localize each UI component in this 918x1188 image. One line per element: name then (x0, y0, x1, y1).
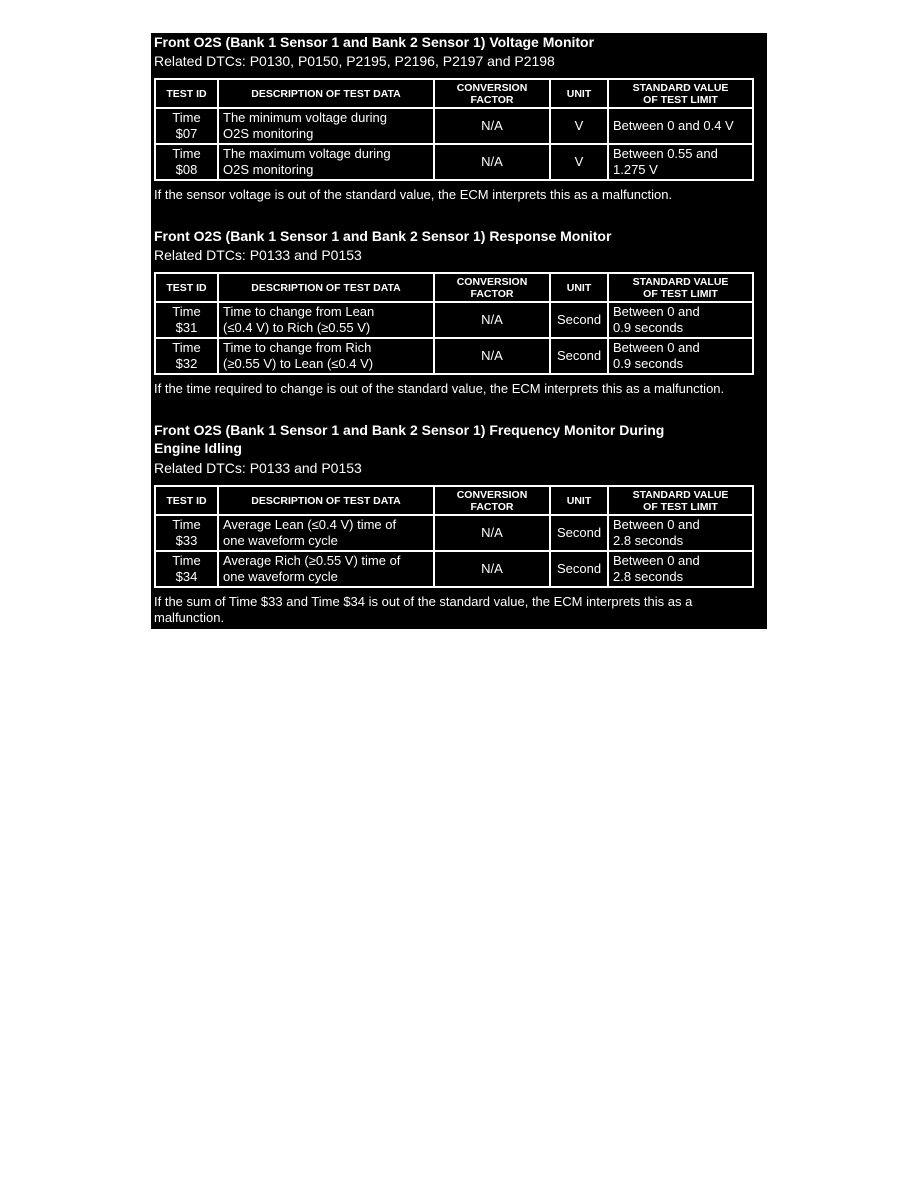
note-line: If the sum of Time $33 and Time $34 is out of the standard value, the ECM interprets this as a (154, 594, 693, 609)
header-line: STANDARD VALUE (632, 488, 729, 501)
table-note (154, 187, 754, 203)
test-table (154, 78, 754, 181)
note-line: If the time required to change is out of the standard value, the ECM interprets this as a malfunction. (154, 381, 725, 396)
test-id-line: Time (172, 553, 201, 568)
unit-cell: V (550, 144, 608, 180)
test-id-line: Time (172, 146, 201, 161)
header-conversion (434, 79, 550, 108)
test-table (154, 272, 754, 375)
table-header-row (155, 486, 753, 515)
description-line: Time to change from Lean (223, 304, 375, 319)
header-line: OF TEST LIMIT (643, 287, 718, 300)
table-note (154, 594, 754, 626)
conversion-cell: N/A (434, 551, 550, 587)
header-line: FACTOR (470, 500, 514, 513)
table-note (154, 381, 754, 397)
description-cell (218, 515, 434, 551)
header-line: STANDARD VALUE (632, 275, 729, 288)
related-dtcs: Related DTCs: P0133 and P0153 (154, 247, 362, 263)
description-line: (≥0.55 V) to Lean (≤0.4 V) (223, 356, 374, 371)
description-cell (218, 338, 434, 374)
header-unit: UNIT (550, 79, 608, 108)
test-id-line: Time (172, 340, 201, 355)
header-line: CONVERSION (456, 275, 528, 288)
standard-line: Between 0 and (613, 517, 700, 532)
note-line: malfunction. (154, 610, 225, 625)
test-id-cell (155, 338, 218, 374)
conversion-cell: N/A (434, 515, 550, 551)
description-cell (218, 108, 434, 144)
section-title-line: Front O2S (Bank 1 Sensor 1 and Bank 2 Sensor 1) Frequency Monitor During (154, 422, 665, 438)
standard-cell (608, 108, 753, 144)
test-id-cell (155, 515, 218, 551)
spec-panel (151, 33, 767, 629)
header-standard (608, 273, 753, 302)
unit-cell: V (550, 108, 608, 144)
description-line: one waveform cycle (223, 569, 338, 584)
header-test-id: TEST ID (155, 486, 218, 515)
test-id-line: $31 (175, 320, 198, 335)
description-line: (≤0.4 V) to Rich (≥0.55 V) (223, 320, 371, 335)
description-line: The minimum voltage during (223, 110, 388, 125)
conversion-cell: N/A (434, 302, 550, 338)
standard-line: 2.8 seconds (613, 569, 684, 584)
related-dtcs: Related DTCs: P0133 and P0153 (154, 460, 362, 476)
standard-cell (608, 515, 753, 551)
description-cell (218, 302, 434, 338)
description-line: Time to change from Rich (223, 340, 372, 355)
table-header-row (155, 79, 753, 108)
description-cell (218, 144, 434, 180)
header-standard (608, 486, 753, 515)
conversion-cell: N/A (434, 108, 550, 144)
test-id-line: Time (172, 517, 201, 532)
header-line: FACTOR (470, 287, 514, 300)
header-line: CONVERSION (456, 488, 528, 501)
header-test-id: TEST ID (155, 273, 218, 302)
unit-cell: Second (550, 551, 608, 587)
header-line: OF TEST LIMIT (643, 500, 718, 513)
test-id-line: $33 (175, 533, 198, 548)
standard-line: 1.275 V (613, 162, 658, 177)
description-line: Average Lean (≤0.4 V) time of (223, 517, 397, 532)
header-unit: UNIT (550, 273, 608, 302)
table-row (155, 302, 753, 338)
header-unit: UNIT (550, 486, 608, 515)
header-description: DESCRIPTION OF TEST DATA (218, 273, 434, 302)
standard-cell (608, 144, 753, 180)
section-title-line: Engine Idling (154, 440, 242, 456)
conversion-cell: N/A (434, 338, 550, 374)
unit-cell: Second (550, 302, 608, 338)
header-line: FACTOR (470, 93, 514, 106)
table-row (155, 108, 753, 144)
test-id-line: Time (172, 304, 201, 319)
header-test-id: TEST ID (155, 79, 218, 108)
test-id-line: $34 (175, 569, 198, 584)
standard-line: Between 0 and (613, 340, 700, 355)
standard-line: 2.8 seconds (613, 533, 684, 548)
standard-line: Between 0 and 0.4 V (613, 118, 734, 133)
header-conversion (434, 273, 550, 302)
header-line: CONVERSION (456, 81, 528, 94)
test-id-cell (155, 302, 218, 338)
section-title-line: Front O2S (Bank 1 Sensor 1 and Bank 2 Sensor 1) Voltage Monitor (154, 34, 595, 50)
section-title-line: Front O2S (Bank 1 Sensor 1 and Bank 2 Sensor 1) Response Monitor (154, 228, 612, 244)
description-line: Average Rich (≥0.55 V) time of (223, 553, 401, 568)
standard-cell (608, 551, 753, 587)
description-line: The maximum voltage during (223, 146, 391, 161)
test-id-line: $08 (175, 162, 198, 177)
standard-line: Between 0 and (613, 304, 700, 319)
section-title (154, 421, 664, 457)
test-id-line: $32 (175, 356, 198, 371)
note-line: If the sensor voltage is out of the standard value, the ECM interprets this as a malfunction. (154, 187, 673, 202)
test-id-line: Time (172, 110, 201, 125)
table-header-row (155, 273, 753, 302)
description-line: one waveform cycle (223, 533, 338, 548)
table-row (155, 338, 753, 374)
standard-line: Between 0 and (613, 553, 700, 568)
standard-cell (608, 302, 753, 338)
table-row (155, 515, 753, 551)
header-description: DESCRIPTION OF TEST DATA (218, 486, 434, 515)
header-description: DESCRIPTION OF TEST DATA (218, 79, 434, 108)
table-row (155, 144, 753, 180)
test-table (154, 485, 754, 588)
header-conversion (434, 486, 550, 515)
section-title (154, 227, 611, 245)
description-line: O2S monitoring (223, 126, 314, 141)
table-row (155, 551, 753, 587)
unit-cell: Second (550, 515, 608, 551)
header-line: OF TEST LIMIT (643, 93, 718, 106)
test-id-cell (155, 551, 218, 587)
test-id-cell (155, 108, 218, 144)
header-standard (608, 79, 753, 108)
test-id-cell (155, 144, 218, 180)
standard-line: 0.9 seconds (613, 356, 684, 371)
section-title (154, 33, 594, 51)
header-line: STANDARD VALUE (632, 81, 729, 94)
description-line: O2S monitoring (223, 162, 314, 177)
conversion-cell: N/A (434, 144, 550, 180)
standard-line: 0.9 seconds (613, 320, 684, 335)
description-cell (218, 551, 434, 587)
related-dtcs: Related DTCs: P0130, P0150, P2195, P2196, P2197 and P2198 (154, 53, 555, 69)
standard-cell (608, 338, 753, 374)
standard-line: Between 0.55 and (613, 146, 718, 161)
unit-cell: Second (550, 338, 608, 374)
test-id-line: $07 (175, 126, 198, 141)
